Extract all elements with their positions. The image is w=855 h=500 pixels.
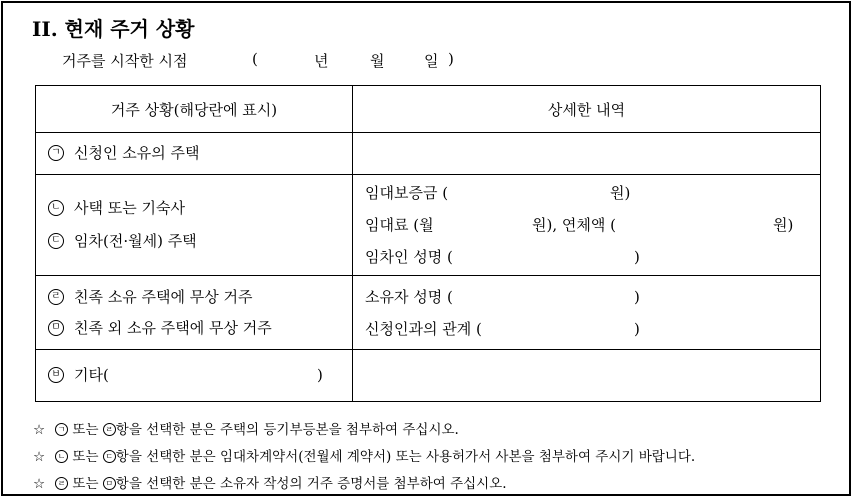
owner-line[interactable]: [353, 281, 820, 313]
star-icon: ☆: [33, 476, 46, 492]
start-paren-close: ): [448, 50, 454, 68]
option-label: 친족 소유 주택에 무상 거주: [74, 287, 253, 306]
residence-table: [35, 85, 821, 402]
start-month-label[interactable]: 월: [370, 52, 385, 70]
detail-other: [353, 350, 821, 402]
rent-label: 임대료 (월: [365, 216, 434, 234]
table-row: [36, 350, 821, 402]
col-header-situation: 거주 상황(해당란에 표시): [36, 86, 353, 133]
arrears-unit: 원): [773, 216, 794, 234]
option-label: 기타(: [74, 366, 109, 384]
note-item: [33, 445, 695, 472]
option-group-rental: [36, 175, 353, 276]
option-non-relative-house[interactable]: [36, 313, 352, 344]
table-row: [36, 276, 821, 350]
rent-line[interactable]: [353, 209, 820, 241]
option-label: 신청인 소유의 주택: [74, 144, 200, 162]
circled-mark: ㅁ: [103, 477, 116, 490]
deposit-unit: 원): [610, 184, 631, 202]
option-label: 친족 외 소유 주택에 무상 거주: [74, 318, 272, 337]
circled-mark: ㄹ: [103, 423, 116, 436]
option-other[interactable]: [36, 350, 353, 402]
section-title: II. 현재 주거 상황: [32, 17, 195, 41]
owner-label: 소유자 성명 (: [365, 287, 453, 306]
circled-mark: ㅁ: [48, 320, 64, 336]
star-icon: ☆: [33, 449, 46, 465]
relation-label: 신청인과의 관계 (: [365, 319, 482, 338]
table-header-row: [36, 86, 821, 133]
option-company-housing[interactable]: [36, 192, 352, 225]
circled-mark: ㄷ: [48, 233, 64, 249]
lessor-close: ): [634, 248, 640, 266]
option-own-house[interactable]: [36, 133, 353, 175]
circled-mark: ㄷ: [103, 450, 116, 463]
residence-start-label: 거주를 시작한 시점: [62, 52, 188, 70]
table-row: [36, 133, 821, 175]
relation-line[interactable]: [353, 313, 820, 345]
detail-own-house: [353, 133, 821, 175]
circled-mark: ㄱ: [48, 145, 64, 161]
start-day-label[interactable]: 일: [424, 52, 439, 70]
note-or: 또는: [72, 449, 99, 465]
detail-rental: [353, 175, 821, 276]
note-text: 항을 선택한 분은 주택의 등기부등본을 첨부하여 주십시오.: [115, 422, 459, 438]
circled-mark: ㄴ: [48, 200, 64, 216]
table-row: [36, 175, 821, 276]
note-text: 항을 선택한 분은 임대차계약서(전월세 계약서) 또는 사용허가서 사본을 첨부하여 주시기 바랍니다.: [115, 449, 696, 465]
option-group-free: [36, 276, 353, 350]
start-year-label[interactable]: 년: [314, 52, 329, 70]
note-or: 또는: [72, 422, 99, 438]
option-label: 임차(전·월세) 주택: [74, 232, 197, 250]
option-relative-house[interactable]: [36, 282, 352, 313]
star-icon: ☆: [33, 422, 46, 438]
deposit-label: 임대보증금 (: [365, 184, 449, 202]
circled-mark: ㅂ: [48, 367, 64, 383]
owner-close: ): [634, 287, 640, 306]
lessor-label: 임차인 성명 (: [365, 248, 453, 266]
residence-start-line: [62, 50, 454, 71]
relation-close: ): [634, 319, 640, 338]
option-label: 사택 또는 기숙사: [74, 199, 185, 217]
circled-mark: ㄹ: [55, 477, 68, 490]
circled-mark: ㄱ: [55, 423, 68, 436]
col-header-details: 상세한 내역: [353, 86, 821, 133]
detail-free: [353, 276, 821, 350]
other-close: ): [317, 366, 323, 384]
note-text: 항을 선택한 분은 소유자 작성의 거주 증명서를 첨부하여 주십시오.: [115, 476, 507, 492]
note-item: [33, 472, 695, 499]
circled-mark: ㄴ: [55, 450, 68, 463]
rent-unit: 원), 연체액 (: [532, 216, 616, 234]
option-rented-house[interactable]: [36, 225, 352, 258]
notes: [33, 418, 695, 499]
circled-mark: ㄹ: [48, 289, 64, 305]
start-paren-open: (: [252, 50, 258, 68]
note-item: [33, 418, 695, 445]
note-or: 또는: [72, 476, 99, 492]
lessor-line[interactable]: [353, 241, 820, 273]
deposit-line[interactable]: [353, 177, 820, 209]
